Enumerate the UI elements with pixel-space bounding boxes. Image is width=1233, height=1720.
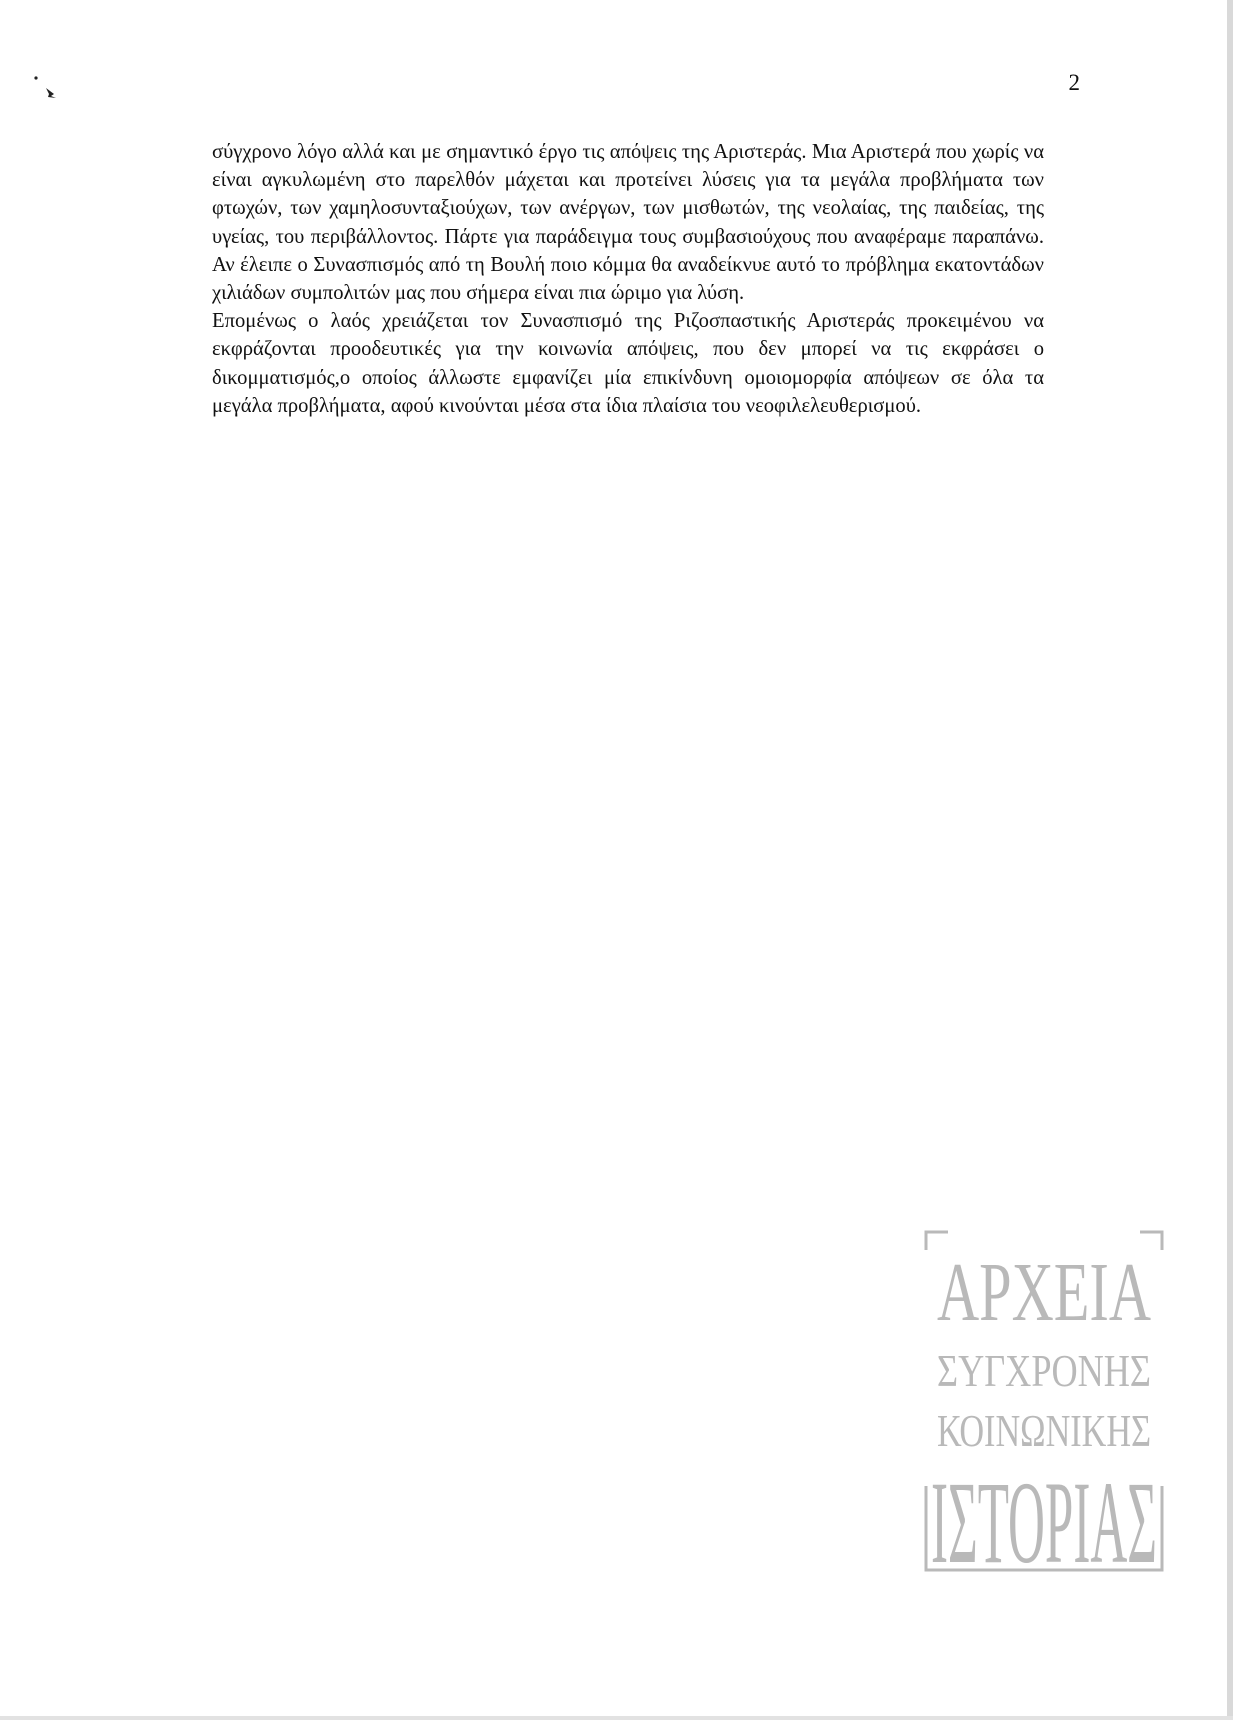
archive-stamp: [922, 1228, 1166, 1588]
stamp-line-4: ΙΣΤΟΡΙΑΣ: [931, 1457, 1157, 1588]
stamp-line-2: ΣΥΓΧΡΟΝΗΣ: [937, 1345, 1151, 1396]
stamp-line-1: ΑΡΧΕΙΑ: [937, 1246, 1152, 1339]
paragraph-1: σύγχρονο λόγο αλλά και με σημαντικό έργο τις απόψεις της Αριστεράς. Μια Αριστερά που χωρίς να είναι αγκυλωμένη στο παρελθόν μάχεται και προτείνει λύσεις για τα μεγάλα προβλήματα των φτωχών, των χαμηλοσυνταξιούχων, των ανέργων, των μισθωτών, της νεολαίας, της παιδείας, της υγείας, του περιβάλλοντος. Πάρτε για παράδειγμα τους συμβασιούχους που αναφέραμε παραπάνω. Αν έλειπε ο Συνασπισμός από τη Βουλή ποιο κόμμα θα αναδείκνυε αυτό το πρόβλημα εκατοντάδων χιλιάδων συμπολιτών μας που σήμερα είναι πια ώριμο για λύση.: [212, 141, 1044, 305]
document-body: [212, 138, 1044, 420]
scan-edge-bottom: [0, 1716, 1233, 1720]
paragraph-2: Επομένως ο λαός χρειάζεται τον Συνασπισμό της Ριζοσπαστικής Αριστεράς προκειμένου να εκφράζονται προοδευτικές για την κοινωνία απόψεις, που δεν μπορεί να τις εκφράσει ο δικομματισμός,ο οποίος άλλωστε εμφανίζει μία επικίνδυνη ομοιομορφία απόψεων σε όλα τα μεγάλα προβλήματα, αφού κινούνται μέσα στα ίδια πλαίσια του νεοφιλελευθερισμού.: [212, 310, 1044, 417]
page-number: 2: [1068, 70, 1080, 95]
stamp-line-3: ΚΟΙΝΩΝΙΚΗΣ: [937, 1405, 1151, 1456]
scan-edge-right: [1227, 0, 1233, 1720]
scan-mark-icon: [34, 76, 94, 106]
